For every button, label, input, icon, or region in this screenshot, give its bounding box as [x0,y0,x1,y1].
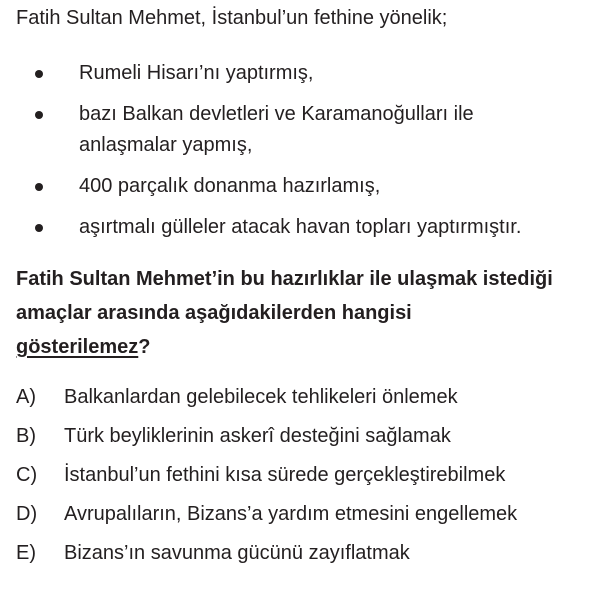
bullet-item [0,58,579,89]
bullet-item [0,212,599,243]
bullet-text: aşırtmalı gülleler atacak havan topları yaptırmıştır. [79,216,522,238]
option-c[interactable] [16,462,517,501]
option-text: İstanbul’un fethini kısa sürede gerçekleştirebilmek [64,464,506,486]
option-letter: D) [16,503,38,525]
option-a[interactable] [16,384,517,423]
bullet-item [0,99,539,161]
question-emphasis: gösterilemez [16,336,139,358]
option-text: Bizans’ın savunma gücünü zayıflatmak [64,542,410,564]
bullet-text: Rumeli Hisarı’nı yaptırmış, [79,62,314,84]
option-letter: B) [16,425,36,447]
option-letter: C) [16,464,38,486]
option-text: Avrupalıların, Bizans’a yardım etmesini engellemek [64,503,518,525]
option-text: Türk beyliklerinin askerî desteğini sağlamak [64,425,451,447]
question-end: ? [138,336,151,358]
option-b[interactable] [16,423,517,462]
bullet-dot-icon [35,224,43,232]
option-d[interactable] [16,501,517,540]
bullet-item [0,171,579,202]
intro-text: Fatih Sultan Mehmet, İstanbul’un fethine yönelik; [16,7,448,29]
option-text: Balkanlardan gelebilecek tehlikeleri önlemek [64,386,458,408]
question-stem [16,262,591,364]
answer-options [16,384,517,579]
option-e[interactable] [16,540,517,579]
option-letter: E) [16,542,36,564]
question-main: Fatih Sultan Mehmet’in bu hazırlıklar ile ulaşmak istediği amaçlar arasında aşağıdakilerden hangisi [16,268,553,324]
bullet-text: bazı Balkan devletleri ve Karamanoğulları ile anlaşmalar yapmış, [79,103,474,156]
bullet-dot-icon [35,183,43,191]
bullet-dot-icon [35,70,43,78]
bullet-list [0,58,605,253]
bullet-text: 400 parçalık donanma hazırlamış, [79,175,381,197]
option-letter: A) [16,386,36,408]
bullet-dot-icon [35,111,43,119]
